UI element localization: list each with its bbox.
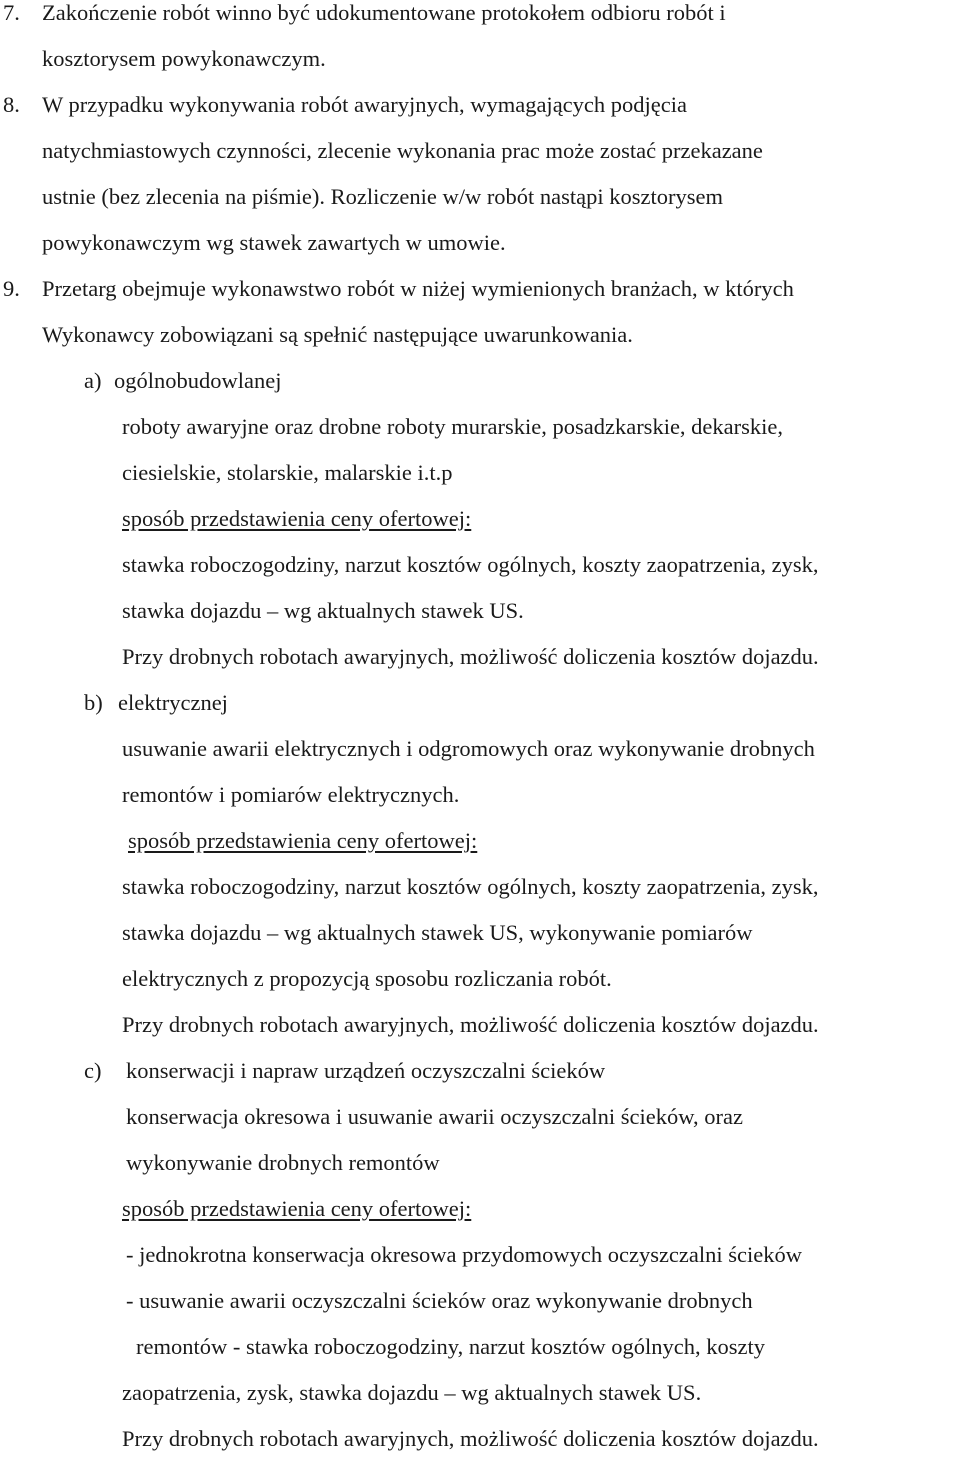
item-text-line: ustnie (bez zlecenia na piśmie). Rozliczenie w/w robót nastąpi kosztorysem [42, 184, 724, 209]
price-line: stawka dojazdu – wg aktualnych stawek US, wykonywanie pomiarów [122, 920, 753, 945]
item-number: 9. [3, 276, 20, 301]
item-number: 8. [3, 92, 20, 117]
scope-line: wykonywanie drobnych remontów [126, 1150, 440, 1175]
scope-line: konserwacja okresowa i usuwanie awarii oczyszczalni ścieków, oraz [126, 1104, 744, 1129]
note-line: Przy drobnych robotach awaryjnych, możliwość doliczenia kosztów dojazdu. [122, 1426, 819, 1451]
section-title: konserwacji i napraw urządzeń oczyszczalni ścieków [126, 1058, 606, 1083]
item-text-line: Zakończenie robót winno być udokumentowane protokołem odbioru robót i [42, 0, 726, 25]
price-line: stawka dojazdu – wg aktualnych stawek US. [122, 598, 524, 623]
item-text-line: Wykonawcy zobowiązani są spełnić następujące uwarunkowania. [42, 322, 633, 347]
item-text-line: natychmiastowych czynności, zlecenie wykonania prac może zostać przekazane [42, 138, 763, 163]
scope-line: remontów i pomiarów elektrycznych. [122, 782, 460, 807]
scope-line: roboty awaryjne oraz drobne roboty murarskie, posadzkarskie, dekarskie, [122, 414, 784, 439]
scope-line: ciesielskie, stolarskie, malarskie i.t.p [122, 460, 453, 485]
section-letter: a) [84, 368, 102, 393]
item-number: 7. [3, 0, 20, 25]
section-letter: b) [84, 690, 103, 715]
price-line: elektrycznych z propozycją sposobu rozliczania robót. [122, 966, 612, 991]
item-text-line: kosztorysem powykonawczym. [42, 46, 326, 71]
scope-line: usuwanie awarii elektrycznych i odgromowych oraz wykonywanie drobnych [122, 736, 815, 761]
price-heading: sposób przedstawienia ceny ofertowej: [128, 828, 478, 853]
note-line: Przy drobnych robotach awaryjnych, możliwość doliczenia kosztów dojazdu. [122, 644, 819, 669]
price-heading: sposób przedstawienia ceny ofertowej: [122, 506, 472, 531]
section-letter: c) [84, 1058, 102, 1083]
price-line: stawka roboczogodziny, narzut kosztów ogólnych, koszty zaopatrzenia, zysk, [122, 874, 819, 899]
section-title: ogólnobudowlanej [114, 368, 282, 393]
price-line: stawka roboczogodziny, narzut kosztów ogólnych, koszty zaopatrzenia, zysk, [122, 552, 819, 577]
price-line: remontów - stawka roboczogodziny, narzut kosztów ogólnych, koszty [136, 1334, 766, 1359]
item-text-line: W przypadku wykonywania robót awaryjnych, wymagających podjęcia [42, 92, 687, 117]
note-line: Przy drobnych robotach awaryjnych, możliwość doliczenia kosztów dojazdu. [122, 1012, 819, 1037]
price-line: zaopatrzenia, zysk, stawka dojazdu – wg aktualnych stawek US. [122, 1380, 702, 1405]
item-text-line: powykonawczym wg stawek zawartych w umowie. [42, 230, 506, 255]
item-text-line: Przetarg obejmuje wykonawstwo robót w niżej wymienionych branżach, w których [42, 276, 794, 301]
price-line: - usuwanie awarii oczyszczalni ścieków oraz wykonywanie drobnych [126, 1288, 753, 1313]
price-line: - jednokrotna konserwacja okresowa przydomowych oczyszczalni ścieków [126, 1242, 802, 1267]
section-title: elektrycznej [118, 690, 228, 715]
price-heading: sposób przedstawienia ceny ofertowej: [122, 1196, 472, 1221]
